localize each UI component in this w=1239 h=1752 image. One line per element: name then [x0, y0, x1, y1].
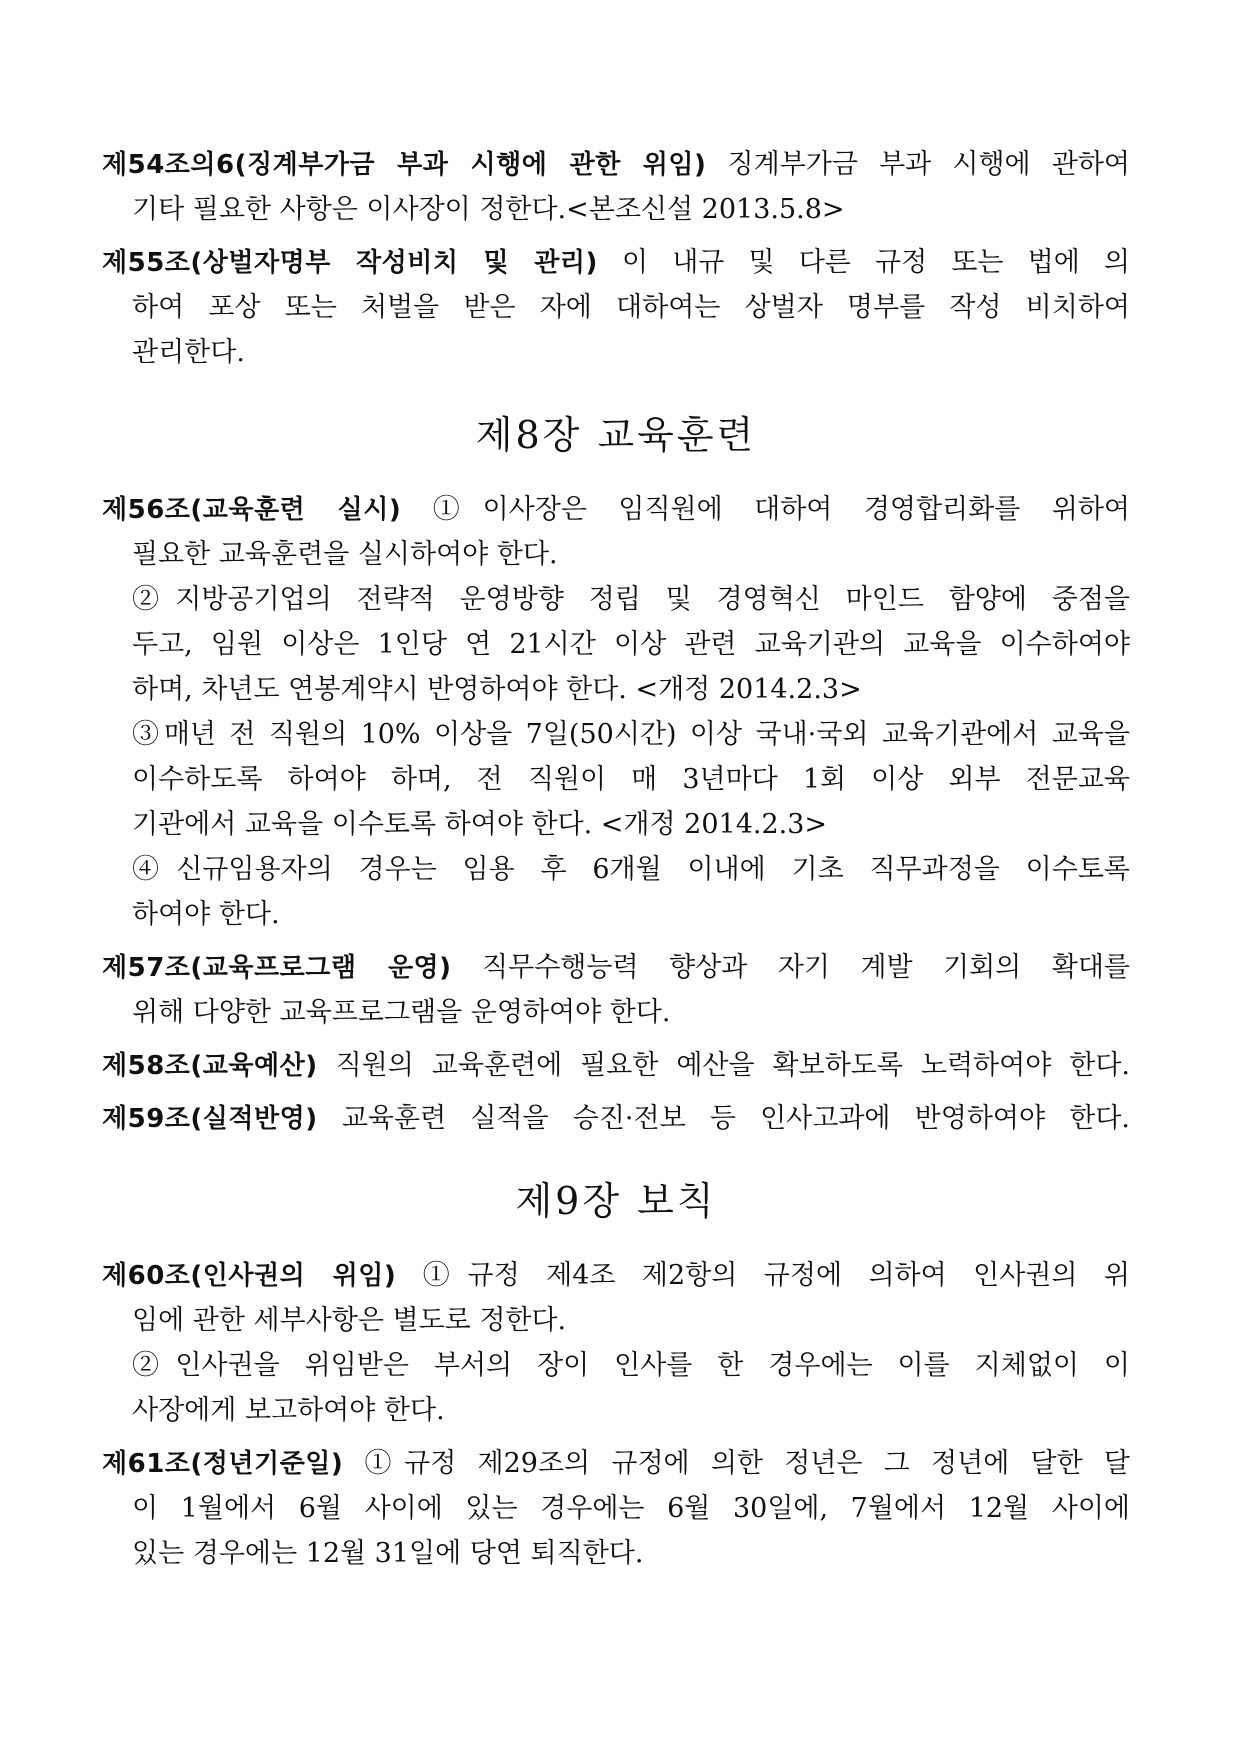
article-line — [102, 1253, 1130, 1298]
document-page — [102, 142, 1130, 1584]
article-text: 이 내규 및 다른 규정 또는 법에 의 — [597, 247, 1130, 278]
article-line: 사장에게 보고하여야 한다. — [132, 1395, 445, 1426]
article-line: 하며, 차년도 연봉계약시 반영하여야 한다. <개정 2014.2.3> — [132, 674, 862, 705]
article-line — [102, 1043, 1130, 1088]
article-60 — [102, 1253, 1130, 1433]
article-58 — [102, 1043, 1130, 1088]
article-text: ①규정 제29조의 규정에 의한 정년은 그 정년에 달한 달 — [343, 1448, 1130, 1479]
article-line: ②지방공기업의 전략적 운영방향 정립 및 경영혁신 마인드 함양에 중점을 — [132, 584, 1130, 615]
article-line — [102, 487, 1130, 532]
article-line: 두고, 임원 이상은 1인당 연 21시간 이상 관련 교육기관의 교육을 이수하여야 — [132, 629, 1130, 660]
article-heading: 제58조(교육예산) — [102, 1051, 318, 1081]
article-61 — [102, 1441, 1130, 1576]
article-text: 직무수행능력 향상과 자기 계발 기회의 확대를 — [451, 952, 1130, 983]
chapter-title: 제9장 보칙 — [515, 1179, 717, 1223]
article-line: 이 1월에서 6월 사이에 있는 경우에는 6월 30일에, 7월에서 12월 사이에 — [132, 1493, 1130, 1524]
article-heading: 제59조(실적반영) — [102, 1104, 318, 1134]
article-line — [102, 945, 1130, 990]
article-59 — [102, 1096, 1130, 1141]
article-heading: 제57조(교육프로그램 운영) — [102, 953, 452, 983]
article-text: 직원의 교육훈련에 필요한 예산을 확보하도록 노력하여야 한다. — [317, 1050, 1130, 1081]
article-line — [102, 142, 1130, 187]
article-line: 관리한다. — [132, 337, 245, 368]
article-line — [102, 240, 1130, 285]
article-line: ④신규임용자의 경우는 임용 후 6개월 이내에 기초 직무과정을 이수토록 — [132, 854, 1130, 885]
article-line: 위해 다양한 교육프로그램을 운영하여야 한다. — [132, 997, 671, 1028]
article-heading: 제55조(상벌자명부 작성비치 및 관리) — [102, 248, 598, 278]
article-line: ②인사권을 위임받은 부서의 장이 인사를 한 경우에는 이를 지체없이 이 — [132, 1350, 1130, 1381]
article-heading: 제60조(인사권의 위임) — [102, 1261, 397, 1291]
article-line: 하여야 한다. — [132, 899, 280, 930]
article-55 — [102, 240, 1130, 375]
article-56 — [102, 487, 1130, 937]
article-line: 이수하도록 하여야 하며, 전 직원이 매 3년마다 1회 이상 외부 전문교육 — [132, 764, 1130, 795]
article-57 — [102, 945, 1130, 1035]
article-line: 필요한 교육훈련을 실시하여야 한다. — [132, 539, 558, 570]
article-line: 임에 관한 세부사항은 별도로 정한다. — [132, 1305, 567, 1336]
article-text: ①이사장은 임직원에 대하여 경영합리화를 위하여 — [401, 494, 1130, 525]
chapter-title: 제8장 교육훈련 — [475, 413, 757, 457]
article-line: 하여 포상 또는 처벌을 받은 자에 대하여는 상벌자 명부를 작성 비치하여 — [132, 292, 1130, 323]
article-line: 있는 경우에는 12월 31일에 당연 퇴직한다. — [132, 1538, 644, 1569]
article-line — [102, 1441, 1130, 1486]
article-heading: 제56조(교육훈련 실시) — [102, 495, 402, 525]
article-text: ①규정 제4조 제2항의 규정에 의하여 인사권의 위 — [396, 1260, 1130, 1291]
article-line: 기관에서 교육을 이수토록 하여야 한다. <개정 2014.2.3> — [132, 809, 828, 840]
article-text: 징계부가금 부과 시행에 관하여 — [706, 149, 1130, 180]
article-line: ③매년 전 직원의 10% 이상을 7일(50시간) 이상 국내·국외 교육기관에서 교육을 — [132, 719, 1130, 750]
article-line — [102, 1096, 1130, 1141]
article-54-6 — [102, 142, 1130, 232]
article-heading: 제54조의6(징계부가금 부과 시행에 관한 위임) — [102, 150, 707, 180]
article-line: 기타 필요한 사항은 이사장이 정한다.<본조신설 2013.5.8> — [132, 194, 845, 225]
article-heading: 제61조(정년기준일) — [102, 1449, 344, 1479]
article-text: 교육훈련 실적을 승진·전보 등 인사고과에 반영하여야 한다. — [317, 1103, 1130, 1134]
